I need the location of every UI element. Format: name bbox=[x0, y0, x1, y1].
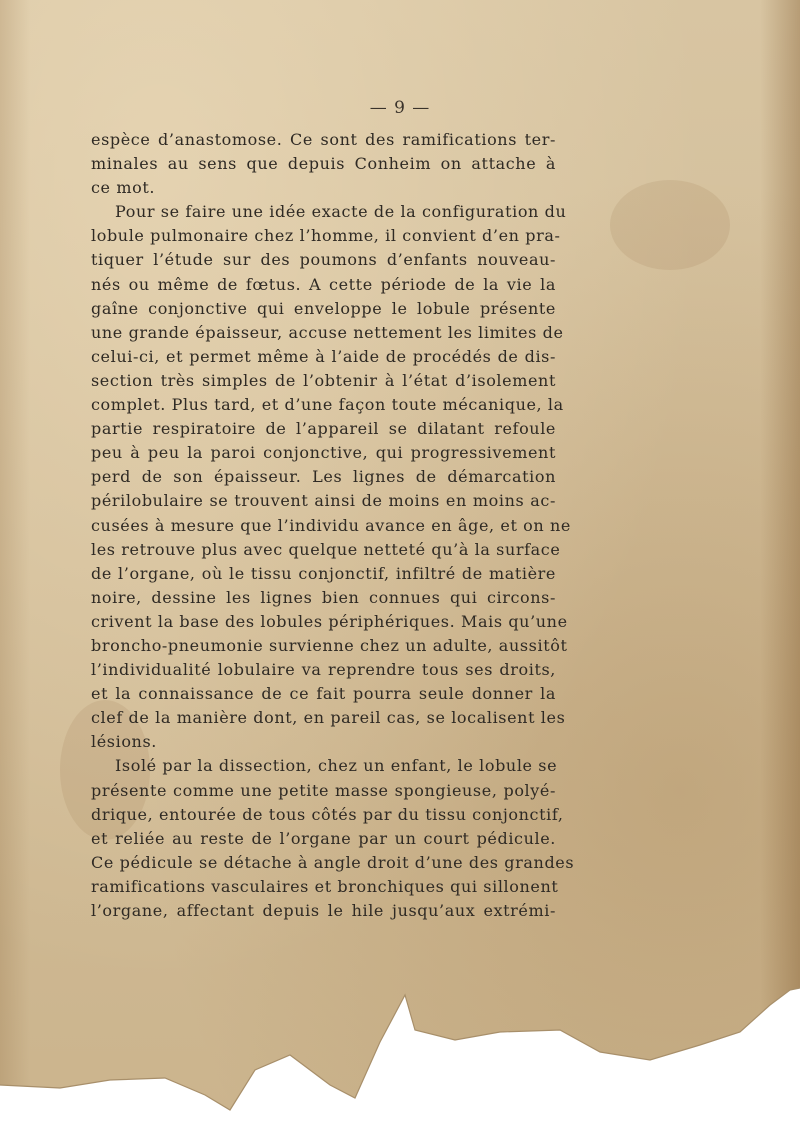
text-line: gaîne conjonctive qui enveloppe le lobule présente bbox=[91, 298, 556, 318]
text-line: nés ou même de fœtus. A cette période de la vie la bbox=[91, 274, 556, 294]
text-line: complet. Plus tard, et d’une façon toute mécanique, la bbox=[91, 395, 564, 415]
text-line: présente comme une petite masse spongieuse, polyé- bbox=[91, 780, 556, 800]
text-line: lésions. bbox=[91, 732, 157, 752]
text-line: une grande épaisseur, accuse nettement les limites de bbox=[91, 322, 564, 342]
text-line: cusées à mesure que l’individu avance en âge, et on ne bbox=[91, 515, 571, 535]
torn-paper-edge bbox=[0, 960, 800, 1130]
text-line: crivent la base des lobules périphériques. Mais qu’une bbox=[91, 611, 568, 631]
text-line: broncho-pneumonie survienne chez un adulte, aussitôt bbox=[91, 635, 568, 655]
body-text bbox=[91, 128, 575, 923]
text-line: Pour se faire une idée exacte de la configuration du bbox=[115, 202, 567, 222]
text-line: les retrouve plus avec quelque netteté qu’à la surface bbox=[91, 539, 561, 559]
text-line: Isolé par la dissection, chez un enfant, le lobule se bbox=[115, 756, 558, 776]
text-line: de l’organe, où le tissu conjonctif, infiltré de matière bbox=[91, 563, 556, 583]
text-line: celui-ci, et permet même à l’aide de procédés de dis- bbox=[91, 346, 556, 366]
text-line: espèce d’anastomose. Ce sont des ramifications ter- bbox=[91, 130, 556, 149]
text-line: tiquer l’étude sur des poumons d’enfants nouveau- bbox=[91, 250, 556, 270]
text-line: section très simples de l’obtenir à l’état d’isolement bbox=[91, 370, 556, 390]
text-line: peu à peu la paroi conjonctive, qui progressivement bbox=[91, 443, 556, 463]
text-line: l’organe, affectant depuis le hile jusqu’aux extrémi- bbox=[91, 901, 556, 920]
page-number: — 9 — bbox=[369, 98, 431, 118]
text-line: drique, entourée de tous côtés par du tissu conjonctif, bbox=[91, 804, 564, 824]
paper-stain bbox=[610, 180, 730, 270]
text-line: clef de la manière dont, en pareil cas, se localisent les bbox=[91, 708, 566, 728]
text-line: partie respiratoire de l’appareil se dilatant refoule bbox=[91, 419, 556, 439]
text-line: noire, dessine les lignes bien connues qui circons- bbox=[91, 587, 556, 607]
text-line: lobule pulmonaire chez l’homme, il convient d’en pra- bbox=[91, 226, 561, 246]
text-line: et la connaissance de ce fait pourra seule donner la bbox=[91, 684, 556, 704]
text-line: ramifications vasculaires et bronchiques qui sillonent bbox=[91, 876, 559, 896]
text-line: périlobulaire se trouvent ainsi de moins en moins ac- bbox=[91, 491, 556, 511]
text-line: ce mot. bbox=[91, 178, 156, 198]
text-line: Ce pédicule se détache à angle droit d’une des grandes bbox=[91, 852, 575, 872]
text-line: l’individualité lobulaire va reprendre tous ses droits, bbox=[91, 660, 556, 680]
text-line: et reliée au reste de l’organe par un court pédicule. bbox=[91, 828, 556, 848]
text-line: minales au sens que depuis Conheim on attache à bbox=[91, 154, 556, 174]
text-line: perd de son épaisseur. Les lignes de démarcation bbox=[91, 467, 556, 487]
